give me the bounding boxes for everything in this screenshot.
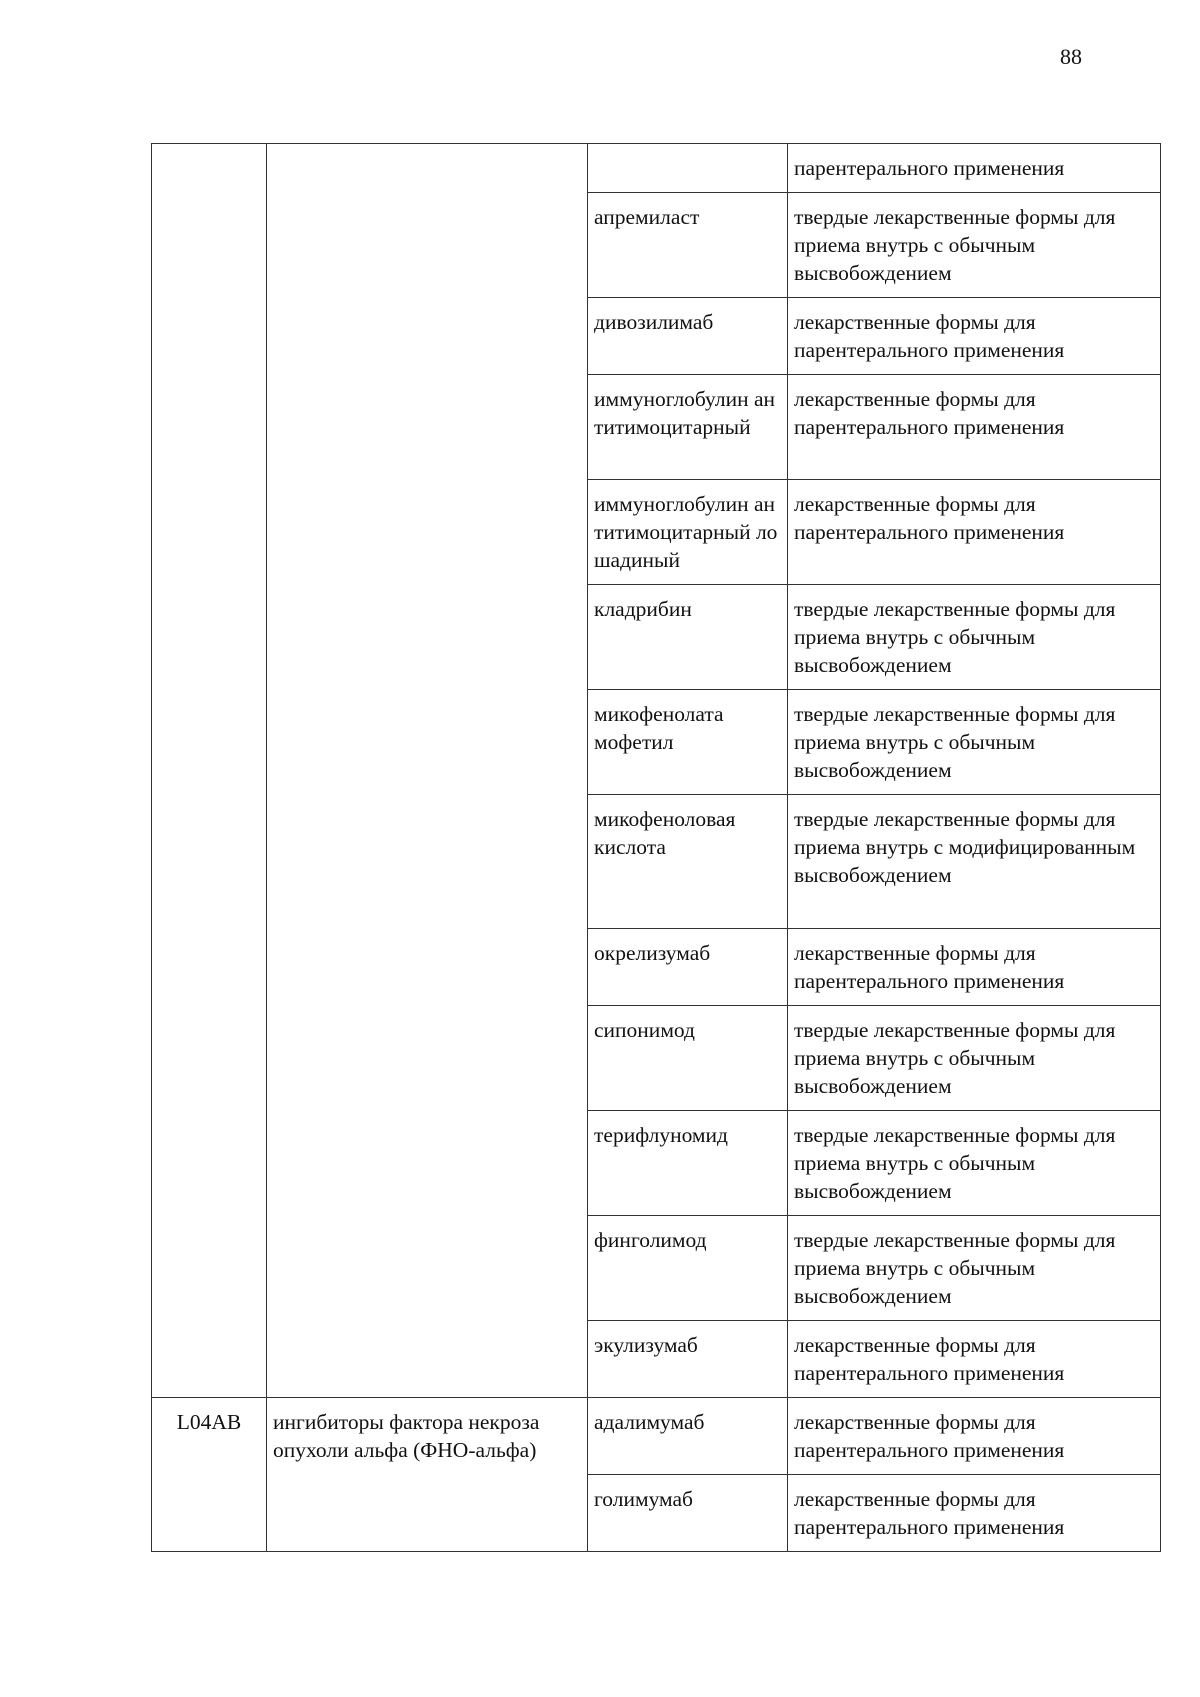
dosage-form-cell: лекарственные формы для парентерального применения — [788, 375, 1161, 480]
atc-code-cell: L04AB — [152, 1398, 267, 1552]
drug-name-cell: окрелизумаб — [588, 929, 788, 1006]
drug-name-cell: голимумаб — [588, 1475, 788, 1552]
dosage-form-cell: твердые лекарственные формы для приема внутрь с обычным высвобождением — [788, 1006, 1161, 1111]
drug-name-cell — [588, 144, 788, 193]
drug-name-cell: апремиласт — [588, 193, 788, 298]
dosage-form-cell: лекарственные формы для парентерального применения — [788, 1398, 1161, 1475]
dosage-form-cell: твердые лекарственные формы для приема внутрь с обычным высвобождением — [788, 1216, 1161, 1321]
drug-name-cell: экулизумаб — [588, 1321, 788, 1398]
dosage-form-cell: лекарственные формы для парентерального применения — [788, 1475, 1161, 1552]
drug-name-cell: иммуноглобулин антитимоцитарный лошадиный — [588, 480, 788, 585]
drug-name-cell: дивозилимаб — [588, 298, 788, 375]
dosage-form-cell: твердые лекарственные формы для приема внутрь с обычным высвобождением — [788, 1111, 1161, 1216]
dosage-form-cell: лекарственные формы для парентерального применения — [788, 929, 1161, 1006]
atc-code-cell — [152, 144, 267, 1398]
dosage-form-cell: лекарственные формы для парентерального применения — [788, 298, 1161, 375]
group-name-cell: ингибиторы фактора некроза опухоли альфа (ФНО-альфа) — [267, 1398, 588, 1552]
drug-name-cell: терифлуномид — [588, 1111, 788, 1216]
dosage-form-cell: лекарственные формы для парентерального применения — [788, 480, 1161, 585]
group-name-cell — [267, 144, 588, 1398]
drug-name-cell: кладрибин — [588, 585, 788, 690]
page-number: 88 — [1060, 44, 1082, 69]
dosage-form-cell: твердые лекарственные формы для приема внутрь с обычным высвобождением — [788, 585, 1161, 690]
dosage-form-cell: парентерального применения — [788, 144, 1161, 193]
table-row — [152, 1398, 1161, 1475]
dosage-form-cell: твердые лекарственные формы для приема внутрь с обычным высвобождением — [788, 690, 1161, 795]
drug-name-cell: микофеноловая кислота — [588, 795, 788, 929]
drug-name-cell: иммуноглобулин антитимоцитарный — [588, 375, 788, 480]
dosage-form-cell: твердые лекарственные формы для приема внутрь с обычным высвобождением — [788, 193, 1161, 298]
drug-table — [151, 143, 1161, 1552]
drug-name-cell: сипонимод — [588, 1006, 788, 1111]
drug-name-cell: микофенолата мофетил — [588, 690, 788, 795]
drug-name-cell: финголимод — [588, 1216, 788, 1321]
drug-name-cell: адалимумаб — [588, 1398, 788, 1475]
dosage-form-cell: лекарственные формы для парентерального применения — [788, 1321, 1161, 1398]
dosage-form-cell: твердые лекарственные формы для приема внутрь с модифицированным высвобождением — [788, 795, 1161, 929]
table-row — [152, 144, 1161, 193]
